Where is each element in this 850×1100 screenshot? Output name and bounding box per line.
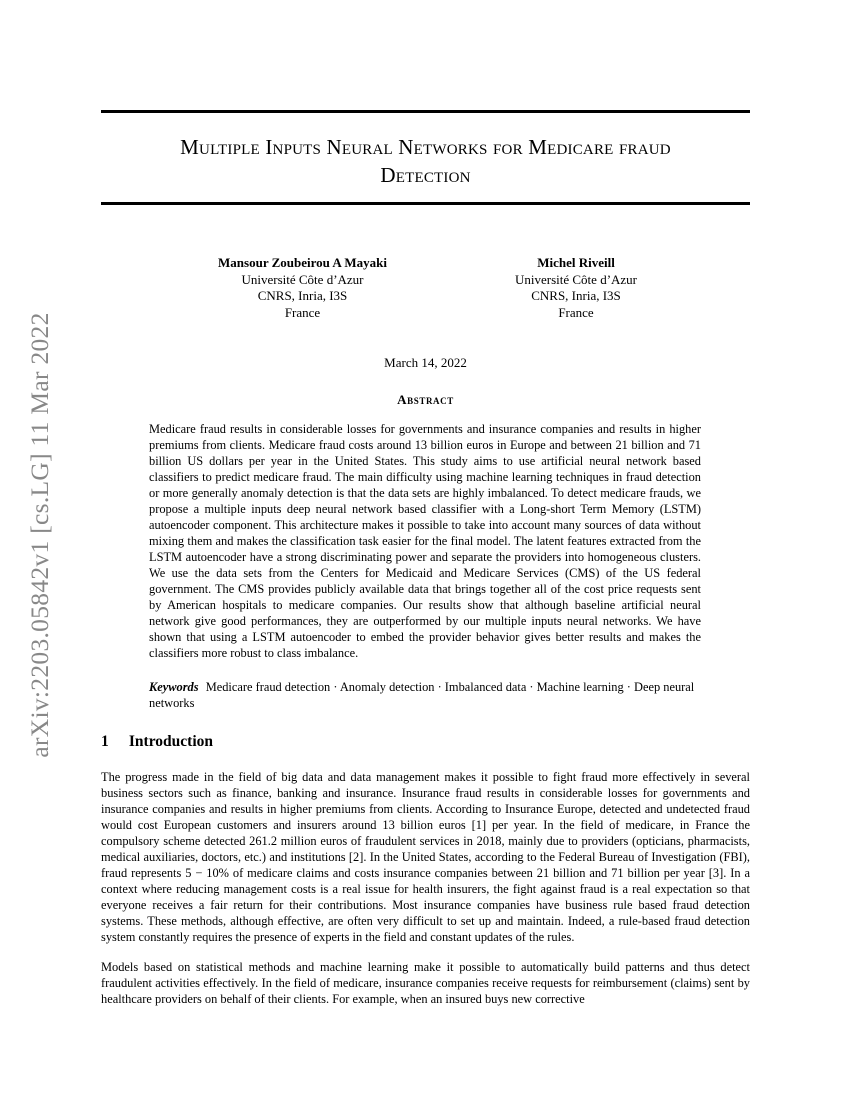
author-name: Mansour Zoubeirou A Mayaki <box>218 255 387 270</box>
section-title: Introduction <box>128 733 213 750</box>
intro-paragraph-1: The progress made in the field of big data and data management makes it possible to fight fraud more effectively in several business sectors such as finance, banking and insurance. Insurance fraud results in considerable losses for governments and insurance companies and results in higher premiums from clients. According to Insurance Europe, detected and undetected fraud would cost European customers and insurers around 13 billion euros [1] per year. In the field of medicare, in France the compulsory scheme detected 261.2 million euros of fraudulent services in 2018, mainly due to providers (opticians, pharmacists, medical auxiliaries, doctors, etc.) and institutions [2]. In the United States, according to the Federal Bureau of Investigation (FBI), fraud represents 5 − 10% of medicare claims and costs insurance companies between 21 billion and 71 billion per year [3]. In a context where reducing management costs is a real issue for health insurers, the fight against fraud is a real expectation so that everyone receives a fair return for their contributions. Most insurance companies have business rule based fraud detection systems. These methods, although effective, are often very difficult to set up and maintain. Indeed, a rule-based fraud detection system constantly requires the presence of experts in the field and constant updates of the rules. <box>101 770 750 944</box>
author-affiliation: Université Côte d’Azur <box>241 271 364 287</box>
keywords-text: Medicare fraud detection · Anomaly detection · Imbalanced data · Machine learning · Deep neural networks <box>149 680 695 710</box>
section-heading-introduction <box>101 733 213 751</box>
author-name: Michel Riveill <box>537 255 615 270</box>
title-top-rule <box>101 110 750 113</box>
arxiv-side-stamp: arXiv:2203.05842v1 [cs.LG] 11 Mar 2022 <box>25 312 54 758</box>
author-institutions: CNRS, Inria, I3S <box>531 288 621 303</box>
author-country: France <box>558 304 594 320</box>
abstract-text: Medicare fraud results in considerable losses for governments and insurance companies and results in higher premiums from clients. Medicare fraud costs around 13 billion euros in Europe and between 21 billion and 71 billion US dollars per year in the United States. This study aims to use artificial neural network based classifiers to predict medicare fraud. The main difficulty using machine learning techniques in fraud detection or more generally anomaly detection is that the data sets are highly imbalanced. To detect medicare frauds, we propose a multiple inputs deep neural network based classifier with a Long-short Term Memory (LSTM) autoencoder component. This architecture makes it possible to take into account many sources of data without mixing them and makes the classification task easier for the final model. The latent features extracted from the LSTM autoencoder have a strong discriminating power and separate the providers into homogeneous clusters. We use the data sets from the Centers for Medicaid and Medicare Services (CMS) of the US federal government. The CMS provides publicly available data that brings together all of the cost price requests sent by American hospitals to medicare companies. Our results show that although baseline artificial neural network give good performances, they are outperformed by our multiple inputs neural networks. We have shown that using a LSTM autoencoder to embed the provider behavior gives better results and makes the classifiers more robust to class imbalance. <box>149 422 701 660</box>
section-number: 1 <box>101 733 109 750</box>
author-affiliation: Université Côte d’Azur <box>514 271 638 287</box>
paper-date: March 14, 2022 <box>384 355 467 370</box>
keywords <box>149 679 701 711</box>
intro-paragraph-2: Models based on statistical methods and machine learning make it possible to automatically build patterns and thus detect fraudulent activities effectively. In the field of medicare, insurance companies receive requests for reimbursement (claims) sent by healthcare providers on behalf of their clients. For example, when an insured buys new corrective <box>101 960 750 1006</box>
paper-title <box>101 133 750 189</box>
keywords-label: Keywords <box>149 680 199 694</box>
author-country: France <box>284 304 321 320</box>
title-bottom-rule <box>101 202 750 205</box>
paper-title-line-2: Detection <box>380 163 471 187</box>
author-block-2 <box>476 255 676 321</box>
paper-title-line-1: Multiple Inputs Neural Networks for Medicare fraud <box>180 135 671 159</box>
author-block-1 <box>200 255 405 321</box>
author-institutions: CNRS, Inria, I3S <box>257 288 348 303</box>
abstract-heading: Abstract <box>397 392 454 407</box>
